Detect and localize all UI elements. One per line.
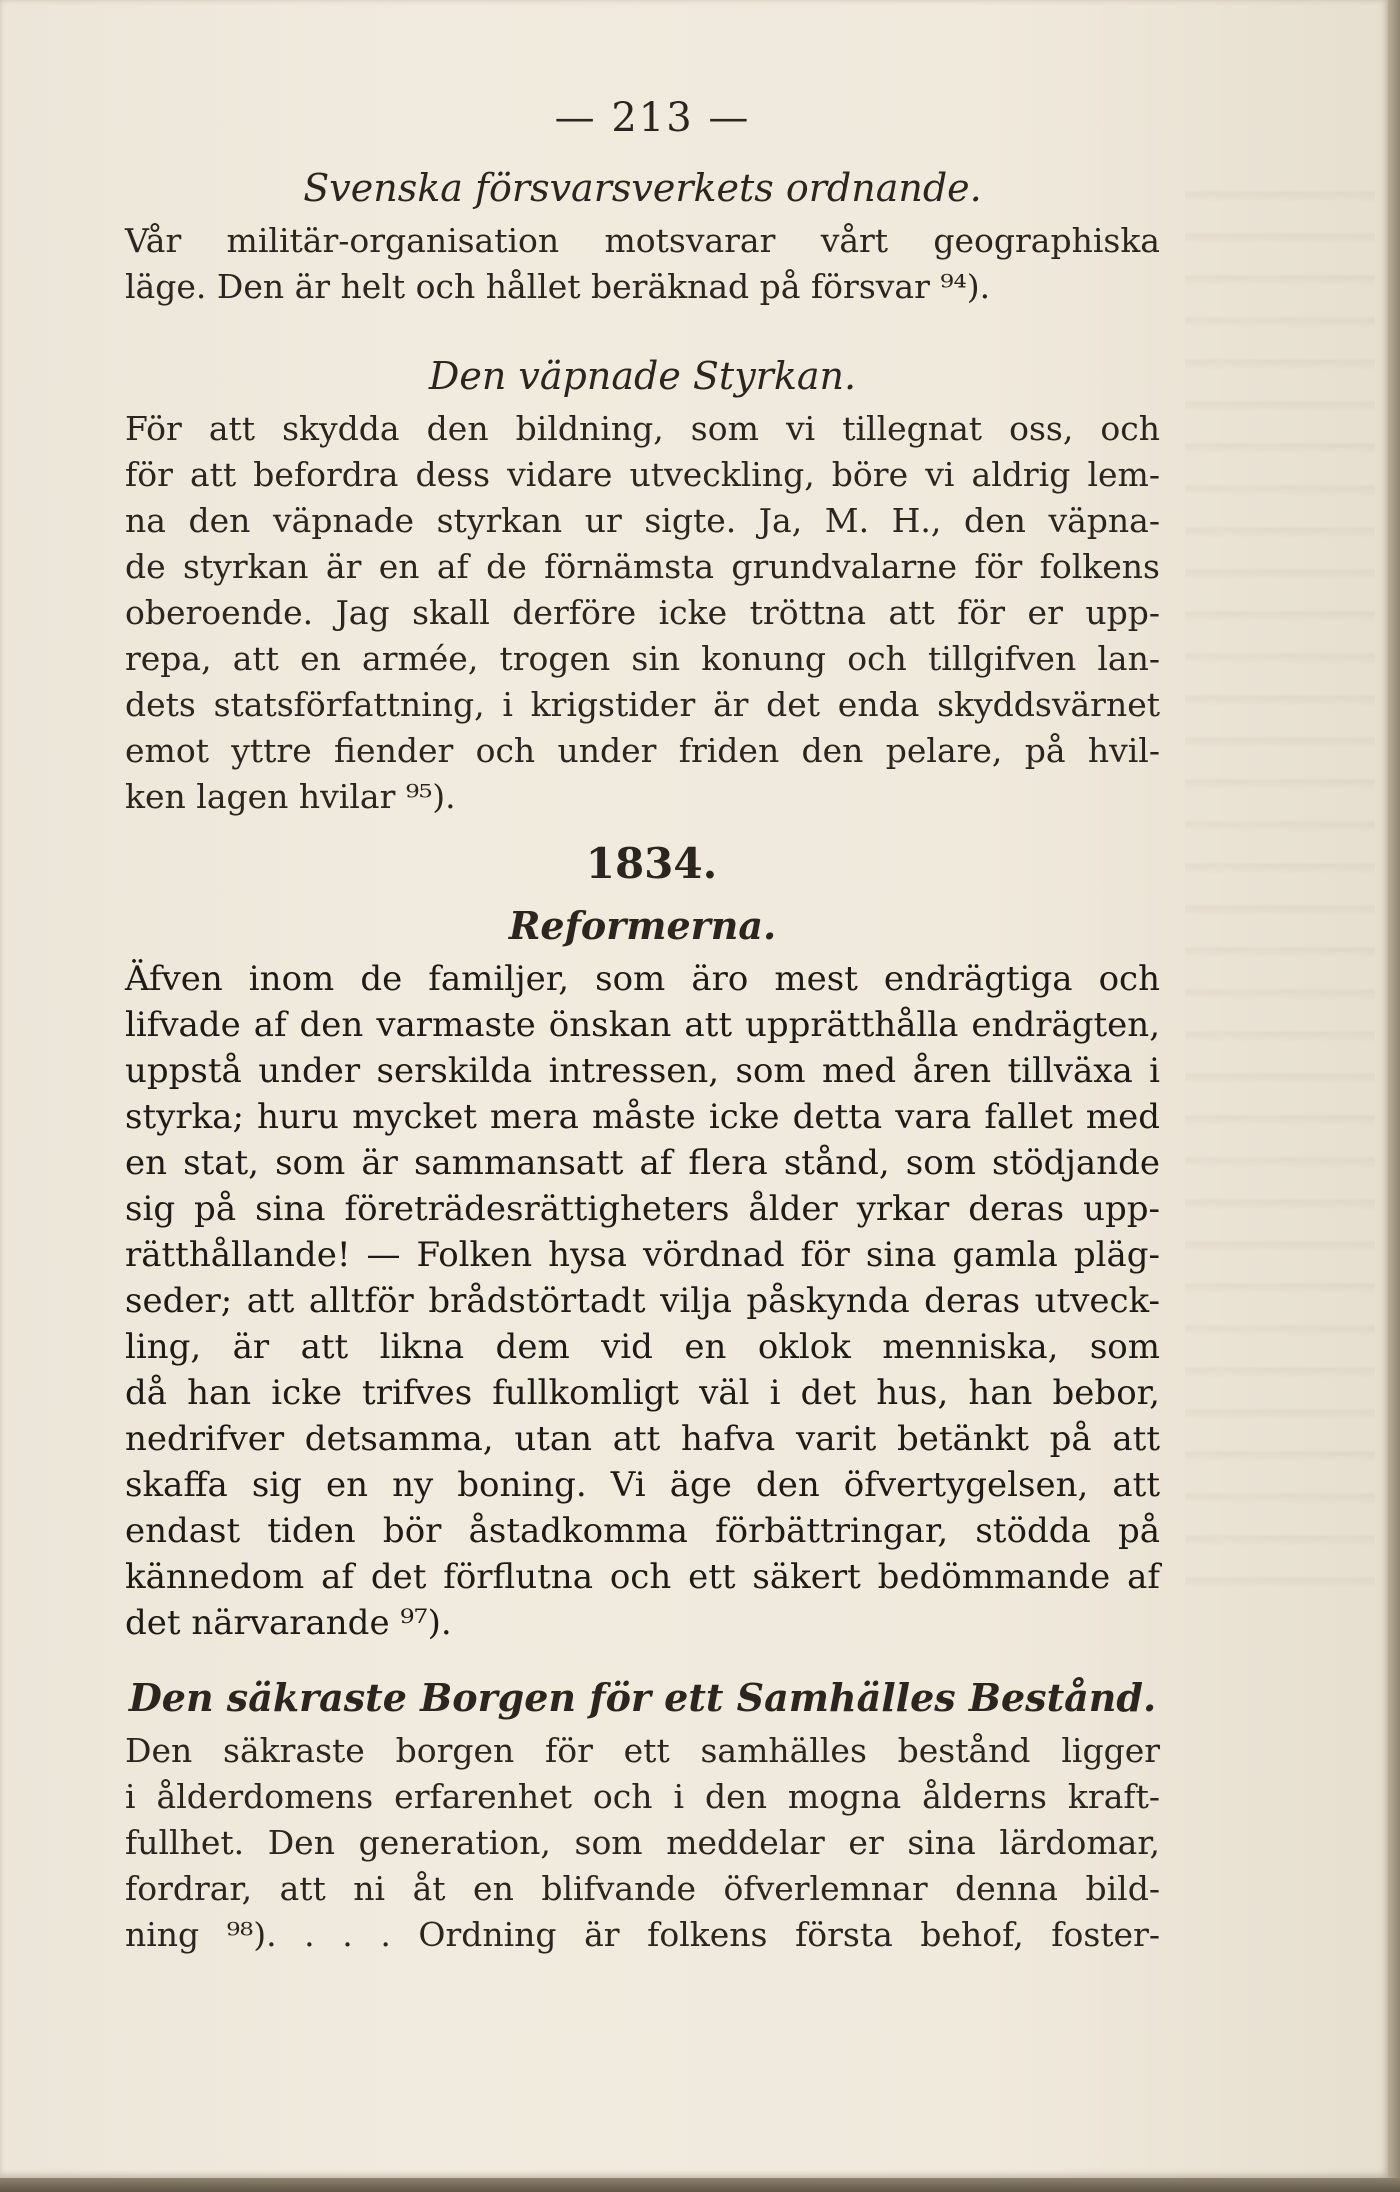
text-line: endast tiden bör åstadkomma förbättringar, stödda på: [125, 1511, 1160, 1551]
text-line: Den säkraste borgen för ett samhälles bestånd ligger: [125, 1731, 1160, 1770]
text-line: na den väpnade styrkan ur sigte. Ja, M. H., den väpna-: [125, 501, 1160, 540]
text-line: ning ⁹⁸). . . . Ordning är folkens första behof, foster-: [125, 1915, 1160, 1954]
text-line: uppstå under serskilda intressen, som med åren tillväxa i: [125, 1051, 1160, 1091]
show-through-text: [1185, 160, 1375, 1610]
text-line: Äfven inom de familjer, som äro mest endrägtiga och: [125, 959, 1160, 999]
text-line: För att skydda den bildning, som vi tillegnat oss, och: [125, 409, 1160, 448]
text-line: en stat, som är sammansatt af flera stånd, som stödjande: [125, 1143, 1160, 1183]
page-edge-bottom: [0, 2178, 1400, 2192]
text-line: sig på sina företrädesrättigheters ålder yrkar deras upp-: [125, 1189, 1160, 1229]
page-text: [125, 90, 1160, 1958]
text-line: dets statsförfattning, i krigstider är det enda skyddsvärnet: [125, 685, 1160, 724]
text-line: fordrar, att ni åt en blifvande öfverlemnar denna bild-: [125, 1869, 1160, 1908]
text-line: oberoende. Jag skall derföre icke tröttna att för er upp-: [125, 593, 1160, 632]
section-heading: Den säkraste Borgen för ett Samhälles Bestånd.: [128, 1675, 1157, 1720]
section-heading: Svenska försvarsverkets ordnande.: [303, 166, 982, 210]
text-line: emot yttre fiender och under friden den pelare, på hvil-: [125, 731, 1160, 770]
page-number: — 213 —: [554, 95, 751, 141]
text-line: repa, att en armée, trogen sin konung och tillgifven lan-: [125, 639, 1160, 678]
text-line: kännedom af det förflutna och ett säkert bedömmande af: [125, 1557, 1160, 1597]
text-line: rätthållande! — Folken hysa vördnad för sina gamla pläg-: [125, 1235, 1160, 1275]
text-line: för att befordra dess vidare utveckling, böre vi aldrig lem-: [125, 455, 1160, 494]
text-line: då han icke trifves fullkomligt väl i det hus, han bebor,: [125, 1373, 1160, 1413]
text-line: seder; att alltför brådstörtadt vilja påskynda deras utveck-: [125, 1281, 1160, 1321]
page-edge-right: [1388, 0, 1400, 2192]
text-line: läge. Den är helt och hållet beräknad på försvar ⁹⁴).: [125, 267, 991, 306]
text-line: styrka; huru mycket mera måste icke detta vara fallet med: [125, 1097, 1160, 1137]
text-line: de styrkan är en af de förnämsta grundvalarne för folkens: [125, 547, 1160, 586]
text-line: i ålderdomens erfarenhet och i den mogna ålderns kraft-: [125, 1777, 1160, 1816]
text-line: ken lagen hvilar ⁹⁵).: [125, 777, 456, 816]
text-line: lifvade af den varmaste önskan att upprätthålla endrägten,: [125, 1005, 1160, 1045]
text-line: nedrifver detsamma, utan att hafva varit betänkt på att: [125, 1419, 1160, 1459]
section-heading: Den väpnade Styrkan.: [428, 354, 857, 398]
text-line: Vår militär-organisation motsvarar vårt geographiska: [125, 221, 1160, 260]
year-heading: 1834.: [585, 839, 718, 888]
section-heading: Reformerna.: [508, 903, 777, 948]
text-line: det närvarande ⁹⁷).: [125, 1603, 452, 1643]
text-line: ling, är att likna dem vid en oklok menniska, som: [125, 1327, 1160, 1367]
text-line: fullhet. Den generation, som meddelar er sina lärdomar,: [125, 1823, 1160, 1862]
text-line: skaffa sig en ny boning. Vi äge den öfvertygelsen, att: [125, 1465, 1160, 1505]
